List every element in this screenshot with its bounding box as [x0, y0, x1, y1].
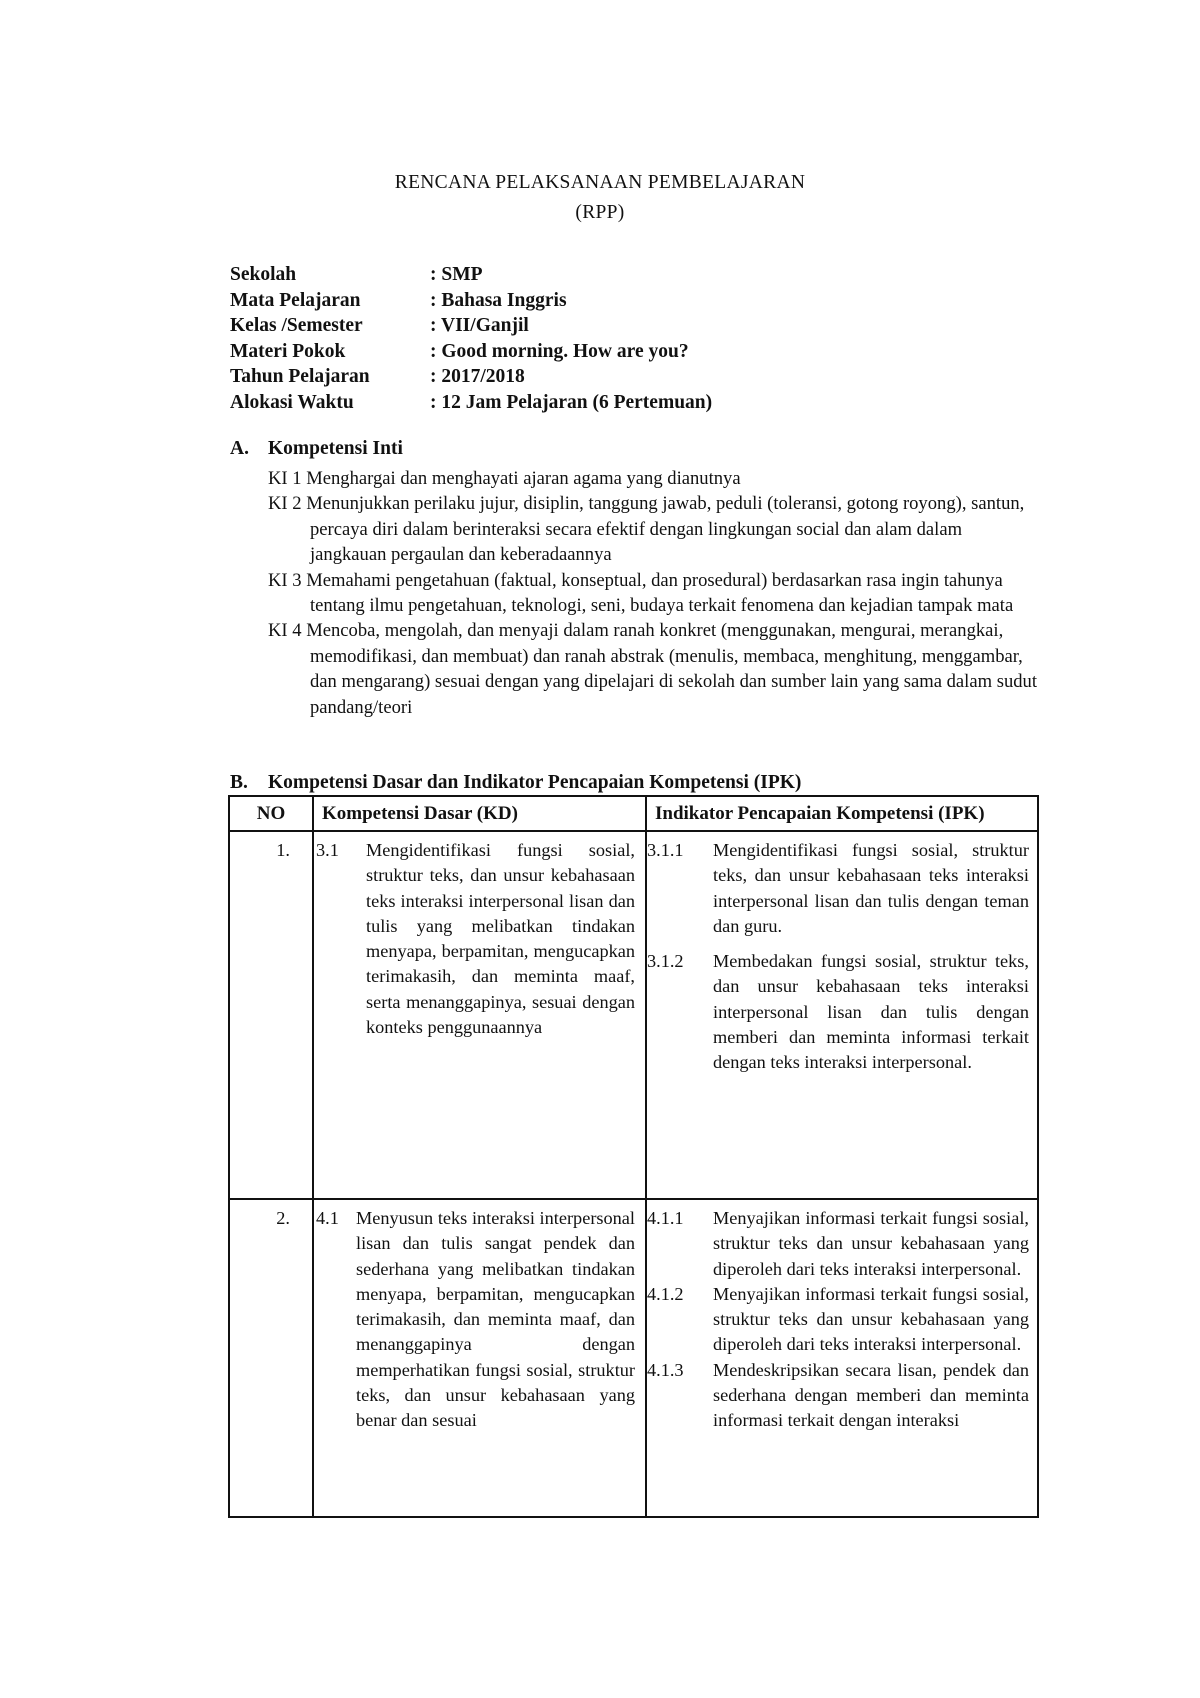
- header-no: NO: [229, 796, 313, 831]
- row-number: 2.: [229, 1199, 313, 1517]
- core-competency-ki1: KI 1 Menghargai dan menghayati ajaran agama yang dianutnya: [268, 468, 741, 489]
- ipk-cell: [646, 1199, 1038, 1517]
- ipk-number: 4.1.2: [647, 1283, 684, 1304]
- kd-cell: [313, 831, 646, 1199]
- document-subtitle: (RPP): [575, 202, 625, 223]
- section-letter: B.: [230, 772, 248, 793]
- kd-text: Mengidentifikasi fungsi sosial, struktur teks, dan unsur kebahasaan teks interaksi interpersonal lisan dan tulis yang melibatkan tindakan menyapa, berpamitan, mengucapkan terimakasih, dan meminta maaf, serta menanggapinya, sesuai dengan konteks penggunaannya: [366, 840, 635, 1038]
- info-row-academic-year: [230, 364, 712, 390]
- ipk-text: Menyajikan informasi terkait fungsi sosial, struktur teks dan unsur kebahasaan yang diperoleh dari teks interaksi interpersonal.: [713, 1283, 1029, 1355]
- competency-table: [228, 795, 1039, 1518]
- info-label: Tahun Pelajaran: [230, 366, 370, 388]
- ipk-item: [647, 949, 1029, 1075]
- header-kd: Kompetensi Dasar (KD): [313, 796, 646, 831]
- info-label: Materi Pokok: [230, 340, 346, 362]
- table-row: [229, 831, 1038, 1199]
- row-number: 1.: [229, 831, 313, 1199]
- ipk-cell: [646, 831, 1038, 1199]
- core-competency-ki4: KI 4 Mencoba, mengolah, dan menyaji dalam ranah konkret (menggunakan, mengurai, merangkai, memodifikasi, dan membuat) dan ranah abstrak (menulis, membaca, menghitung, menggambar, dan mengarang) sesuai dengan yang dipelajari di sekolah dan sumber lain yang sama dalam sudut pandang/teori: [268, 620, 1037, 718]
- info-value: : Good morning. How are you?: [430, 340, 689, 362]
- ipk-number: 4.1.3: [647, 1359, 684, 1380]
- info-value: : Bahasa Inggris: [430, 289, 567, 311]
- info-row-time-allocation: [230, 390, 712, 416]
- info-label: Kelas /Semester: [230, 315, 363, 337]
- ipk-text: Mendeskripsikan secara lisan, pendek dan sederhana dengan memberi dan meminta informasi terkait dengan interaksi: [713, 1359, 1029, 1431]
- kd-cell: [313, 1199, 646, 1517]
- kd-number: 3.1: [316, 840, 339, 860]
- core-competency-list: [268, 466, 1038, 720]
- info-label: Sekolah: [230, 264, 297, 285]
- ipk-item: [647, 1358, 1029, 1434]
- info-label: Alokasi Waktu: [230, 391, 354, 413]
- info-row-subject: [230, 288, 712, 314]
- ipk-text: Mengidentifikasi fungsi sosial, struktur teks, dan unsur kebahasaan teks interaksi interpersonal lisan dan tulis dengan teman dan guru.: [713, 840, 1029, 936]
- table-header-row: [229, 796, 1038, 831]
- kd-text: Menyusun teks interaksi interpersonal lisan dan tulis sangat pendek dan sederhana yang melibatkan tindakan menyapa, berpamitan, mengucapkan terimakasih, dan meminta maaf, dan menanggapinya dengan memperhatikan fungsi sosial, struktur teks, dan unsur kebahasaan yang benar dan sesuai: [356, 1208, 635, 1431]
- info-row-class-semester: [230, 313, 712, 339]
- info-row-school: [230, 262, 712, 288]
- info-value: : VII/Ganjil: [430, 315, 529, 337]
- kd-item: [314, 1206, 635, 1434]
- ipk-text: Membedakan fungsi sosial, struktur teks, dan unsur kebahasaan teks interaksi interpersonal lisan dan tulis dengan memberi dan meminta informasi terkait dengan teks interaksi interpersonal.: [713, 951, 1029, 1073]
- kd-number: 4.1: [316, 1208, 339, 1228]
- table-row: [229, 1199, 1038, 1517]
- section-title: Kompetensi Inti: [268, 438, 403, 459]
- header-ipk: Indikator Pencapaian Kompetensi (IPK): [646, 796, 1038, 831]
- core-competency-ki3: KI 3 Memahami pengetahuan (faktual, konseptual, dan prosedural) berdasarkan rasa ingin tahunya tentang ilmu pengetahuan, teknologi, seni, budaya terkait fenomena dan kejadian tampak mata: [268, 569, 1014, 617]
- info-label: Mata Pelajaran: [230, 289, 361, 311]
- ipk-item: [647, 1206, 1029, 1282]
- section-title: Kompetensi Dasar dan Indikator Pencapaian Kompetensi (IPK): [268, 772, 802, 793]
- info-value: : 12 Jam Pelajaran (6 Pertemuan): [430, 391, 713, 413]
- kd-item: [314, 838, 635, 1040]
- ipk-text: Menyajikan informasi terkait fungsi sosial, struktur teks dan unsur kebahasaan yang diperoleh dari teks interaksi interpersonal.: [713, 1208, 1029, 1279]
- section-a-heading: [230, 438, 403, 460]
- core-competency-ki2: KI 2 Menunjukkan perilaku jujur, disiplin, tanggung jawab, peduli (toleransi, gotong royong), santun, percaya diri dalam berinteraksi secara efektif dengan lingkungan social dan alam dalam jangkauan pergaulan dan keberadaannya: [268, 493, 1025, 566]
- ipk-item: [647, 1282, 1029, 1358]
- ipk-number: 3.1.2: [647, 951, 684, 972]
- info-row-topic: [230, 339, 712, 365]
- info-value: : SMP: [430, 264, 483, 285]
- ipk-number: 4.1.1: [647, 1208, 684, 1228]
- section-letter: A.: [230, 438, 249, 459]
- section-b-heading: [230, 772, 801, 794]
- ipk-item: [647, 838, 1029, 939]
- ipk-number: 3.1.1: [647, 840, 684, 860]
- identity-block: [230, 262, 712, 416]
- info-value: : 2017/2018: [430, 366, 525, 388]
- document-title: RENCANA PELAKSANAAN PEMBELAJARAN: [394, 172, 806, 193]
